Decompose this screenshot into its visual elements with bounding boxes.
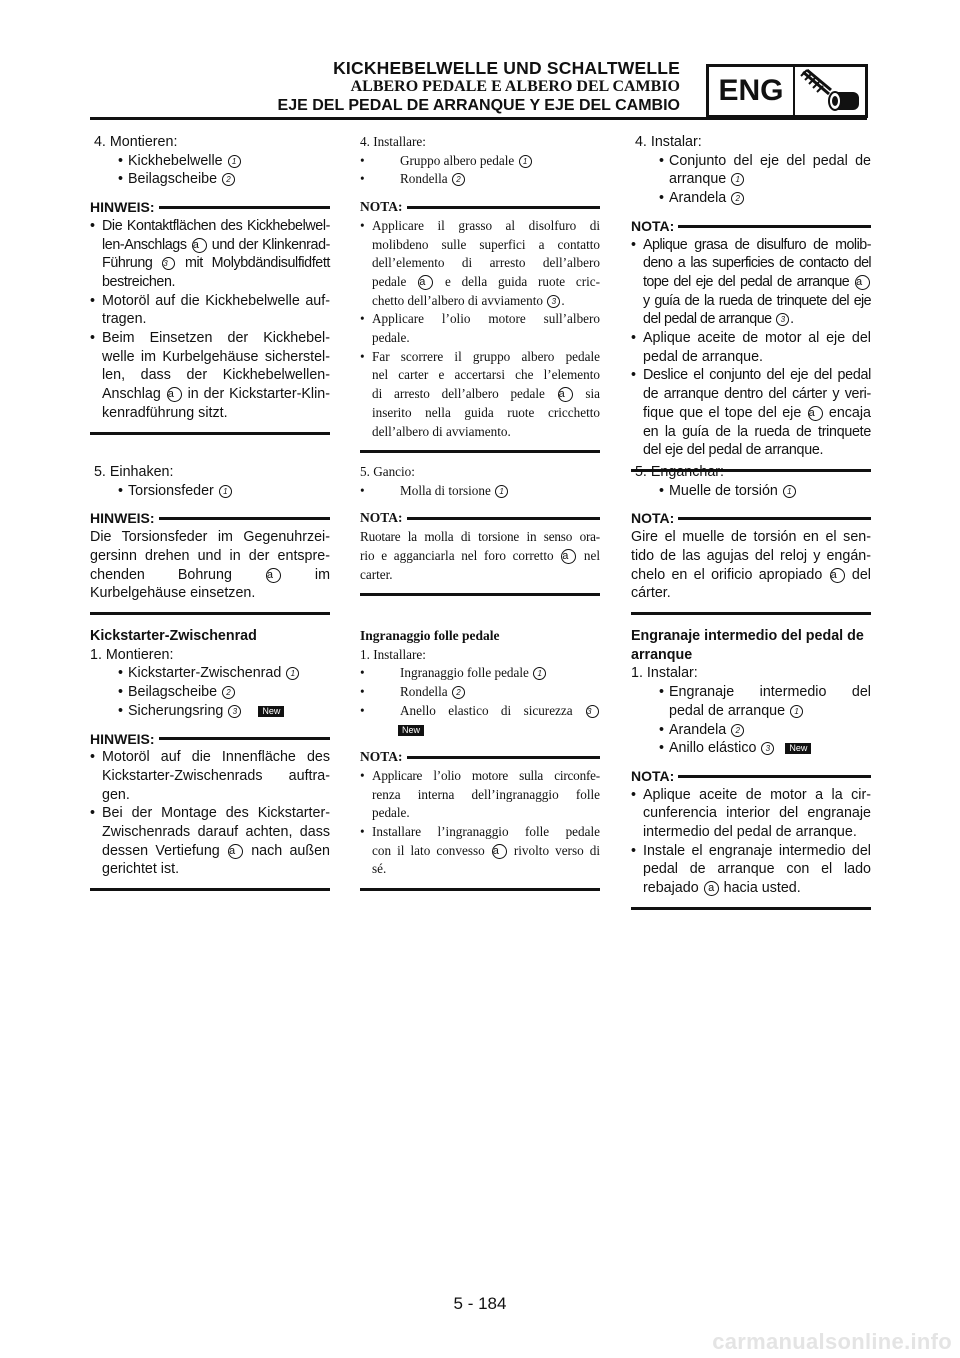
list-item: • Aplique grasa de disulfuro de molib- xyxy=(631,236,871,255)
list-item: • Muelle de torsión 1 xyxy=(631,482,871,501)
note-end-rule xyxy=(631,907,871,910)
note-heading: NOTA: xyxy=(360,748,600,767)
section-title: Ingranaggio folle pedale xyxy=(360,628,500,643)
new-badge: New xyxy=(785,743,811,754)
list-item: • Instale el engranaje intermedio del xyxy=(631,842,871,861)
list-item: • Conjunto del eje del pedal de xyxy=(631,152,871,171)
note-end-rule xyxy=(360,593,600,596)
list-item: • Applicare il grasso al disolfuro di xyxy=(360,217,600,236)
list-item: • Aplique aceite de motor a la cir- xyxy=(631,786,871,805)
step-5: 5. Einhaken: xyxy=(93,464,174,480)
note-end-rule xyxy=(360,450,600,453)
list-item: • Deslice el conjunto del eje del pedal xyxy=(631,366,871,385)
list-item: • Motoröl auf die Innenfläche des xyxy=(90,748,330,767)
section-title: Kickstarter-Zwischenrad xyxy=(90,628,257,644)
header-title-es: EJE DEL PEDAL DE ARRANQUE Y EJE DEL CAMBIO xyxy=(277,97,680,114)
new-badge: New xyxy=(258,706,284,717)
list-item: • Rondella 2 xyxy=(360,683,600,702)
list-item: • Ingranaggio folle pedale 1 xyxy=(360,664,600,683)
language-label: ENG xyxy=(709,67,795,115)
note-heading: HINWEIS: xyxy=(90,198,330,217)
note-end-rule xyxy=(631,612,871,615)
step-1: 1. Instalar: xyxy=(631,665,698,682)
language-tab xyxy=(706,64,868,118)
list-item: • Applicare l’olio motore sull’albero xyxy=(360,310,600,329)
step-4: 4. Montieren: xyxy=(93,134,178,150)
list-item: • Arandela 2 xyxy=(631,189,871,208)
list-item: • Anillo elástico 3 New xyxy=(631,739,871,758)
header-title-it: ALBERO PEDALE E ALBERO DEL CAMBIO xyxy=(350,78,680,95)
list-item: • Kickhebelwelle 1 xyxy=(90,152,330,171)
header-title-de: KICKHEBELWELLE UND SCHALTWELLE xyxy=(333,58,680,78)
list-item: • Anello elastico di sicurezza 3 xyxy=(360,702,600,721)
note-heading: NOTA: xyxy=(631,509,871,528)
note-heading: NOTA: xyxy=(360,509,600,528)
note-heading: HINWEIS: xyxy=(90,730,330,749)
list-item: • Beilagscheibe 2 xyxy=(90,170,330,189)
engine-wrench-icon xyxy=(795,67,865,115)
step-4: 4. Instalar: xyxy=(634,134,702,150)
note-heading: NOTA: xyxy=(631,767,871,786)
new-badge: New xyxy=(398,725,424,736)
list-item: • Molla di torsione 1 xyxy=(360,482,600,501)
note-end-rule xyxy=(90,432,330,435)
list-item: • Arandela 2 xyxy=(631,721,871,740)
list-item: • Beim Einsetzen der Kickhebel- xyxy=(90,329,330,348)
note-end-rule xyxy=(90,612,330,615)
list-item: • Die Kontaktflächen des Kickhebelwel- xyxy=(90,217,330,236)
header-rule xyxy=(90,117,867,120)
note-heading: HINWEIS: xyxy=(90,509,330,528)
list-item: • Motoröl auf die Kickhebelwelle auf- xyxy=(90,292,330,311)
step-1: 1. Montieren: xyxy=(90,646,174,663)
page-header xyxy=(278,58,680,116)
list-item: • Bei der Montage des Kickstarter- xyxy=(90,804,330,823)
note-heading: NOTA: xyxy=(360,198,600,217)
list-item: • Beilagscheibe 2 xyxy=(90,683,330,702)
section-title: Engranaje intermedio del pedal de arranque xyxy=(631,628,864,663)
step-5: 5. Gancio: xyxy=(360,464,415,479)
note-end-rule xyxy=(360,888,600,891)
watermark: carmanualsonline.info xyxy=(712,1329,952,1354)
note-end-rule xyxy=(90,888,330,891)
list-item: • Installare l’ingranaggio folle pedale xyxy=(360,823,600,842)
list-item: • Engranaje intermedio del xyxy=(631,683,871,702)
list-item: • Torsionsfeder 1 xyxy=(90,482,330,501)
list-item: • Sicherungsring 3 New xyxy=(90,702,330,721)
step-4: 4. Installare: xyxy=(360,134,426,149)
list-item: • Gruppo albero pedale 1 xyxy=(360,152,600,171)
step-1: 1. Installare: xyxy=(360,646,426,662)
note-heading: NOTA: xyxy=(631,217,871,236)
list-item: • Aplique aceite de motor al eje del xyxy=(631,329,871,348)
list-item: • Applicare l’olio motore sulla circonfe- xyxy=(360,767,600,786)
page-number: 5 - 184 xyxy=(453,1294,507,1313)
list-item: • Far scorrere il gruppo albero pedale xyxy=(360,348,600,367)
list-item: • Kickstarter-Zwischenrad 1 xyxy=(90,664,330,683)
step-5: 5. Enganchar: xyxy=(634,464,725,480)
list-item: • Rondella 2 xyxy=(360,170,600,189)
